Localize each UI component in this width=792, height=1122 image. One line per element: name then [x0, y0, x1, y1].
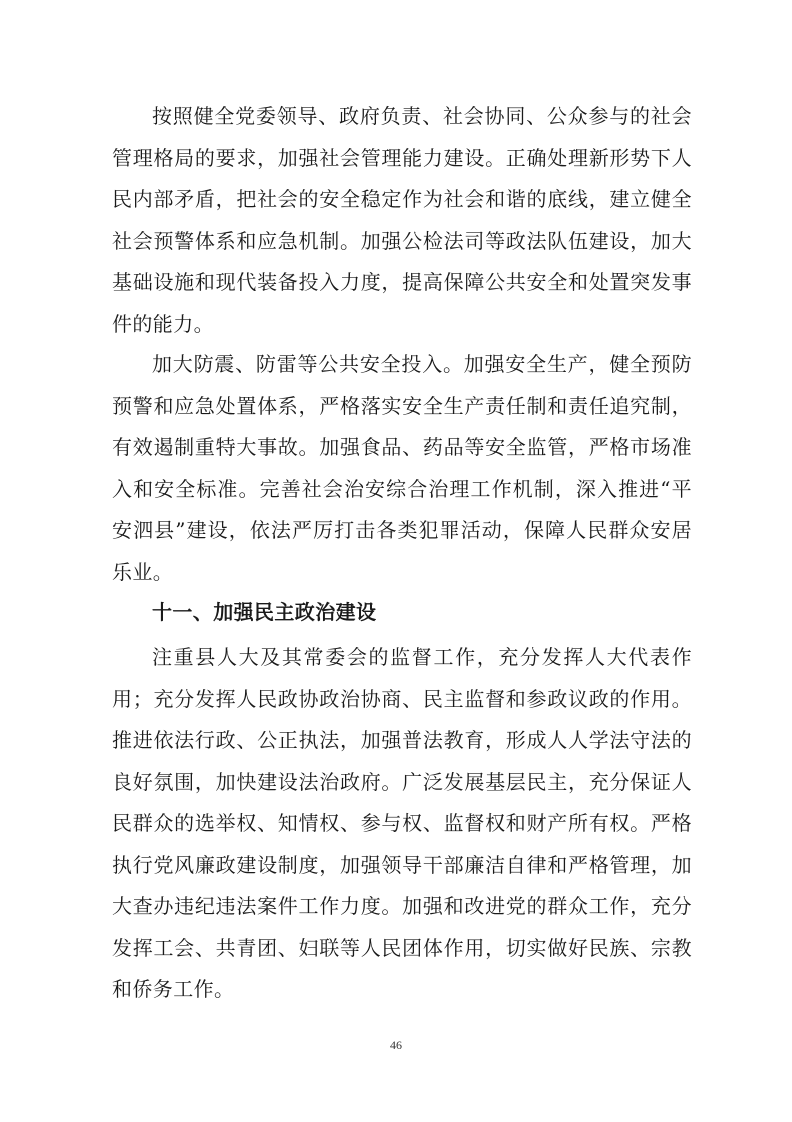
paragraph-public-safety: 加大防震、防雷等公共安全投入。加强安全生产，健全预防预警和应急处置体系，严格落实安全生产责任制和责任追究制，有效遏制重特大事故。加强食品、药品等安全监管，严格市场准入和安全标准。完善社会治安综合治理工作机制，深入推进“平安泗县”建设，依法严厉打击各类犯罪活动，保障人民群众安居乐业。	[112, 352, 692, 584]
paragraph-democratic-politics: 注重县人大及其常委会的监督工作，充分发挥人大代表作用；充分发挥人民政协政治协商、民主监督和参政议政的作用。推进依法行政、公正执法，加强普法教育，形成人人学法守法的良好氛围，加快建设法治政府。广泛发展基层民主，充分保证人民群众的选举权、知情权、参与权、监督权和财产所有权。严格执行党风廉政建设制度，加强领导干部廉洁自律和严格管理，加大查办违纪违法案件工作力度。加强和改进党的群众工作，充分发挥工会、共青团、妇联等人民团体作用，切实做好民族、宗教和侨务工作。	[112, 645, 692, 1001]
section-heading: 十一、加强民主政治建设	[152, 600, 377, 624]
page-number: 46	[390, 1038, 402, 1052]
paragraph-social-management: 按照健全党委领导、政府负责、社会协同、公众参与的社会管理格局的要求，加强社会管理能力建设。正确处理新形势下人民内部矛盾，把社会的安全稳定作为社会和谐的底线，建立健全社会预警体系和应急机制。加强公检法司等政法队伍建设，加大基础设施和现代装备投入力度，提高保障公共安全和处置突发事件的能力。	[112, 104, 692, 336]
